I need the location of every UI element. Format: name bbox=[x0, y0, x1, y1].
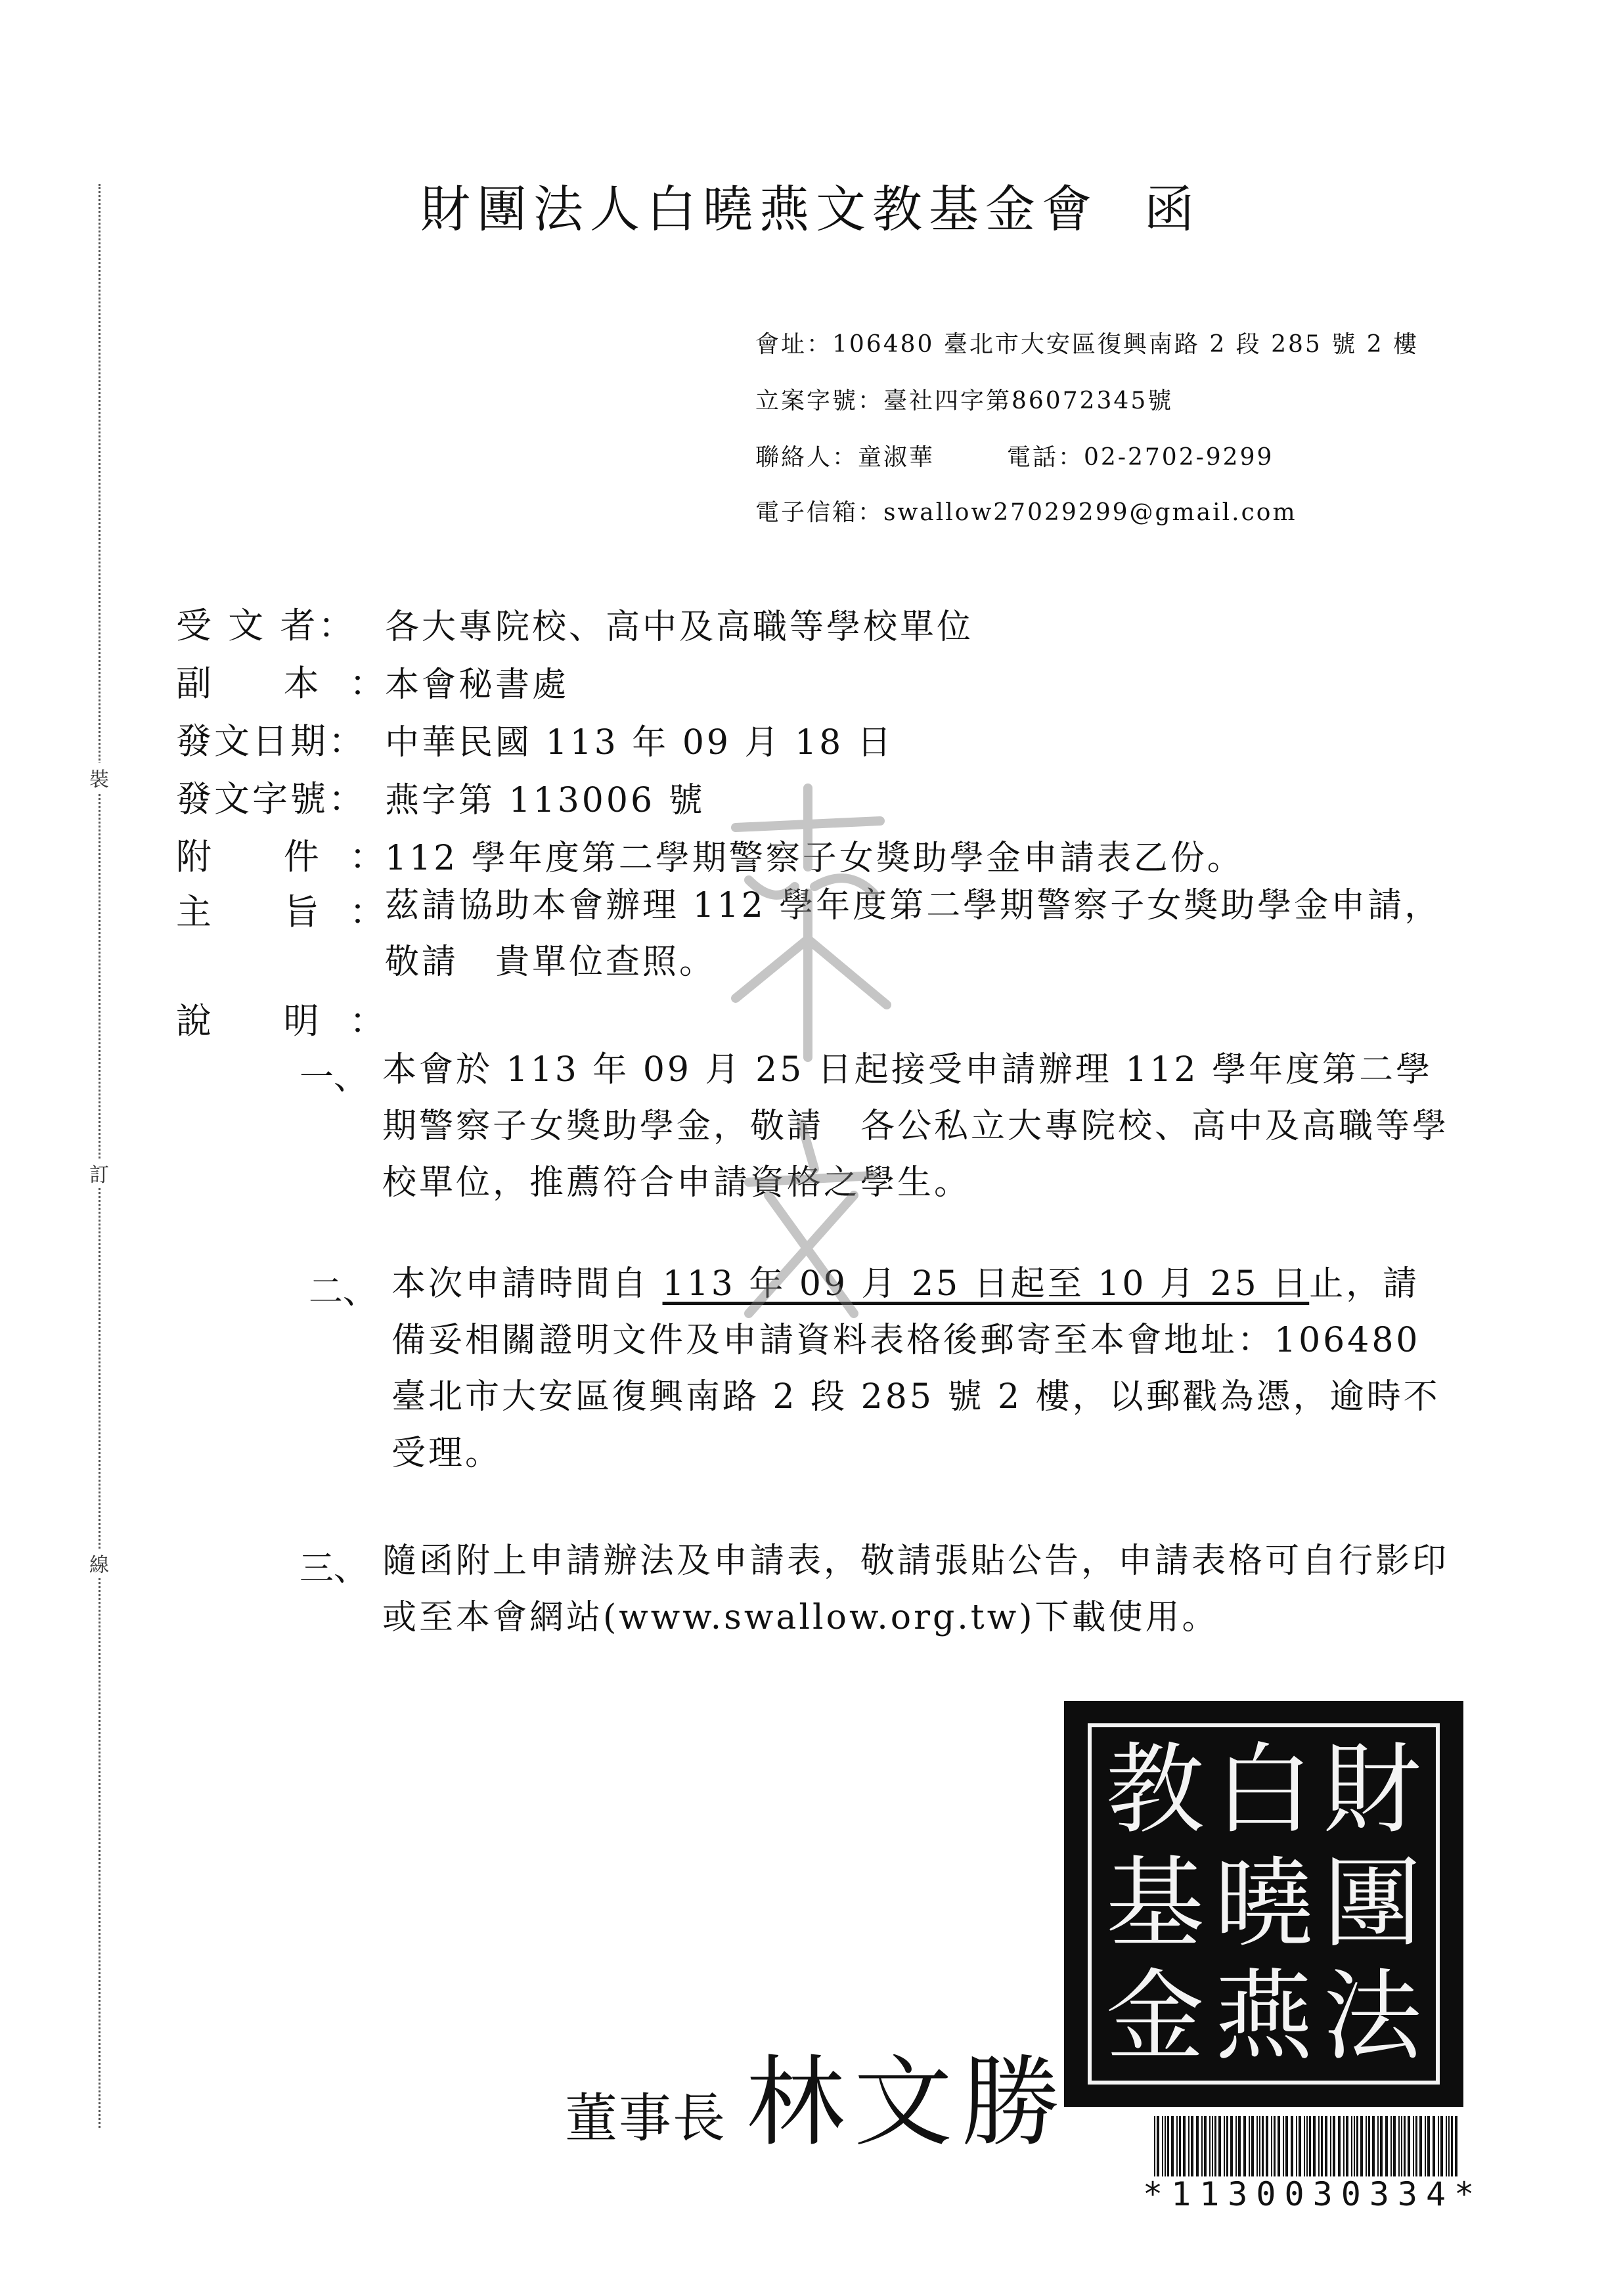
barcode-bar bbox=[1318, 2116, 1320, 2176]
explanation-1-text: 本會於 113 年 09 月 25 日起接受申請辦理 112 學年度第二學期警察子女獎助學金，敬請 各公私立大專院校、高中及高職等學校單位，推薦符合申請資格之學生。 bbox=[382, 1050, 1450, 1203]
barcode-bar bbox=[1330, 2116, 1331, 2176]
barcode-bar bbox=[1243, 2116, 1246, 2176]
explanation-3-number: 三、 bbox=[300, 1549, 368, 1589]
explanation-2-number: 二、 bbox=[309, 1272, 378, 1312]
seal-char-4: 基 bbox=[1105, 1846, 1205, 1961]
barcode-bar bbox=[1390, 2116, 1392, 2176]
recipient-label: 受 文 者： bbox=[176, 605, 357, 646]
seal-char-5: 曉 bbox=[1214, 1846, 1313, 1961]
barcode-bar bbox=[1165, 2116, 1166, 2176]
barcode-bar bbox=[1313, 2116, 1316, 2176]
subject-value: 茲請協助本會辦理 112 學年度第二學期警察子女獎助學金申請，敬請 貴單位查照。 bbox=[385, 886, 1442, 982]
seal-characters bbox=[1101, 1734, 1427, 2074]
barcode-bar bbox=[1325, 2116, 1327, 2176]
barcode-bar bbox=[1209, 2116, 1211, 2176]
barcode-bar bbox=[1296, 2116, 1297, 2176]
barcode-bar bbox=[1230, 2116, 1233, 2176]
barcode-bar bbox=[1380, 2116, 1383, 2176]
barcode-bar bbox=[1346, 2116, 1348, 2176]
barcode-bar bbox=[1201, 2116, 1203, 2176]
barcode-bar bbox=[1333, 2116, 1335, 2176]
date-label: 發文日期： bbox=[176, 720, 367, 762]
barcode-bar bbox=[1425, 2116, 1426, 2176]
seal-char-1: 教 bbox=[1105, 1733, 1205, 1847]
barcode-bar bbox=[1398, 2116, 1400, 2176]
barcode-bar bbox=[1408, 2116, 1410, 2176]
explanation-2-text bbox=[391, 1256, 1456, 1482]
seal-char-8: 燕 bbox=[1214, 1960, 1313, 2075]
barcode-bar bbox=[1304, 2116, 1305, 2176]
org-email: 電子信箱：swallow27029299@gmail.com bbox=[755, 499, 1297, 526]
attachment-value: 112 學年度第二學期警察子女獎助學金申請表乙份。 bbox=[385, 839, 1244, 878]
binding-char-ding: 訂 bbox=[83, 1159, 116, 1187]
barcode-bar bbox=[1285, 2116, 1288, 2176]
barcode-bar bbox=[1413, 2116, 1414, 2176]
barcode-bar bbox=[1214, 2116, 1216, 2176]
document-title bbox=[420, 169, 1201, 241]
barcode-text: *1130030334* bbox=[1143, 2175, 1483, 2213]
cc-label-text: 副 本： bbox=[176, 663, 385, 704]
barcode-bar bbox=[1278, 2116, 1280, 2176]
explanation-2-post: 止，請備妥相關證明文件及申請資料表格後郵寄至本會地址：106480 臺北市大安區復興南路 2 段 285 號 2 樓，以郵戳為憑，逾時不受理。 bbox=[391, 1264, 1440, 1473]
barcode-bar bbox=[1438, 2116, 1439, 2176]
date-value: 中華民國 113 年 09 月 18 日 bbox=[385, 723, 894, 762]
barcode-bar bbox=[1306, 2116, 1308, 2176]
barcode-bar bbox=[1321, 2116, 1323, 2176]
barcode-bar bbox=[1415, 2116, 1417, 2176]
barcode-bar bbox=[1167, 2116, 1169, 2176]
attachment-label bbox=[176, 829, 385, 879]
barcode-bar bbox=[1366, 2116, 1367, 2176]
application-period: 113 年 09 月 25 日起至 10 月 25 日 bbox=[662, 1264, 1310, 1304]
document-barcode bbox=[1153, 2116, 1461, 2176]
barcode-bar bbox=[1171, 2116, 1174, 2176]
barcode-bar bbox=[1188, 2116, 1189, 2176]
barcode-bar bbox=[1427, 2116, 1430, 2176]
barcode-bar bbox=[1224, 2116, 1225, 2176]
barcode-bar bbox=[1176, 2116, 1178, 2176]
org-address: 會址：106480 臺北市大安區復興南路 2 段 285 號 2 樓 bbox=[755, 331, 1419, 358]
seal-char-7: 金 bbox=[1105, 1960, 1205, 2075]
barcode-bar bbox=[1446, 2116, 1447, 2176]
binding-char-zhuang: 裝 bbox=[83, 763, 116, 792]
org-name: 財團法人白曉燕文教基金會 bbox=[420, 180, 1098, 238]
signature-block bbox=[565, 2023, 1069, 2165]
barcode-bar bbox=[1271, 2116, 1272, 2176]
barcode-bar bbox=[1259, 2116, 1260, 2176]
cc-value: 本會秘書處 bbox=[385, 665, 569, 705]
binding-dotted-line bbox=[99, 184, 100, 2128]
barcode-bar bbox=[1354, 2116, 1355, 2176]
barcode-bar bbox=[1451, 2116, 1453, 2176]
seal-char-3: 財 bbox=[1323, 1733, 1422, 1847]
barcode-bar bbox=[1338, 2116, 1341, 2176]
attachment-label-text: 附 件： bbox=[176, 836, 385, 877]
barcode-bar bbox=[1419, 2116, 1422, 2176]
barcode-bar bbox=[1404, 2116, 1406, 2176]
signer-title: 董事長 bbox=[565, 2088, 726, 2149]
barcode-bar bbox=[1368, 2116, 1370, 2176]
barcode-bar bbox=[1360, 2116, 1363, 2176]
subject-label bbox=[176, 884, 385, 935]
barcode-bar bbox=[1351, 2116, 1352, 2176]
barcode-bar bbox=[1218, 2116, 1221, 2176]
barcode-bar bbox=[1179, 2116, 1181, 2176]
received-stamp-watermark bbox=[709, 775, 906, 1333]
seal-char-6: 團 bbox=[1323, 1846, 1422, 1961]
barcode-bar bbox=[1274, 2116, 1276, 2176]
org-contact-line bbox=[755, 439, 1274, 472]
barcode-bar bbox=[1385, 2116, 1388, 2176]
official-seal bbox=[1064, 1701, 1463, 2107]
cc-label bbox=[176, 655, 385, 706]
signer-name: 林文勝 bbox=[746, 2046, 1070, 2160]
explanation-1-number: 一、 bbox=[300, 1058, 368, 1097]
barcode-bar bbox=[1251, 2116, 1254, 2176]
barcode-bar bbox=[1262, 2116, 1264, 2176]
binding-char-xian: 線 bbox=[83, 1549, 116, 1578]
barcode-bar bbox=[1440, 2116, 1443, 2176]
barcode-bar bbox=[1154, 2116, 1155, 2176]
explanation-label-text: 說 明： bbox=[176, 1000, 385, 1042]
explanation-3-text: 隨函附上申請辦法及申請表，敬請張貼公告，申請表格可自行影印或至本會網站(www.swallow.org.tw)下載使用。 bbox=[382, 1541, 1450, 1637]
barcode-bar bbox=[1183, 2116, 1186, 2176]
barcode-bar bbox=[1235, 2116, 1237, 2176]
explanation-label bbox=[176, 993, 385, 1044]
org-contact: 聯絡人：童淑華 bbox=[755, 444, 935, 471]
recipient-value: 各大專院校、高中及高職等學校單位 bbox=[385, 607, 974, 647]
barcode-bar bbox=[1343, 2116, 1345, 2176]
barcode-bar bbox=[1393, 2116, 1396, 2176]
barcode-bar bbox=[1356, 2116, 1358, 2176]
barcode-bar bbox=[1455, 2116, 1457, 2176]
barcode-bar bbox=[1226, 2116, 1228, 2176]
barcode-bar bbox=[1401, 2116, 1402, 2176]
number-value: 燕字第 113006 號 bbox=[385, 781, 705, 820]
barcode-bar bbox=[1266, 2116, 1268, 2176]
number-label: 發文字號： bbox=[176, 778, 367, 820]
barcode-bar bbox=[1299, 2116, 1301, 2176]
barcode-bar bbox=[1448, 2116, 1450, 2176]
barcode-bar bbox=[1249, 2116, 1250, 2176]
barcode-bar bbox=[1291, 2116, 1293, 2176]
barcode-bar bbox=[1238, 2116, 1241, 2176]
barcode-bar bbox=[1377, 2116, 1379, 2176]
barcode-bar bbox=[1157, 2116, 1159, 2176]
barcode-bar bbox=[1283, 2116, 1284, 2176]
barcode-bar bbox=[1204, 2116, 1207, 2176]
subject-label-text: 主 旨： bbox=[176, 891, 385, 933]
doc-type: 函 bbox=[1144, 180, 1201, 238]
barcode-bar bbox=[1191, 2116, 1193, 2176]
barcode-bar bbox=[1162, 2116, 1163, 2176]
seal-char-9: 法 bbox=[1323, 1960, 1422, 2075]
seal-char-2: 白 bbox=[1214, 1733, 1313, 1847]
seal-border bbox=[1088, 1723, 1440, 2085]
explanation-2-pre: 本次申請時間自 bbox=[391, 1264, 663, 1304]
barcode-bar bbox=[1372, 2116, 1375, 2176]
org-registration: 立案字號：臺社四字第86072345號 bbox=[755, 387, 1174, 414]
org-phone: 電話：02-2702-9299 bbox=[1007, 444, 1274, 471]
barcode-bar bbox=[1212, 2116, 1213, 2176]
barcode-bar bbox=[1309, 2116, 1311, 2176]
barcode-bar bbox=[1433, 2116, 1435, 2176]
barcode-bar bbox=[1196, 2116, 1199, 2176]
barcode-bar bbox=[1256, 2116, 1258, 2176]
